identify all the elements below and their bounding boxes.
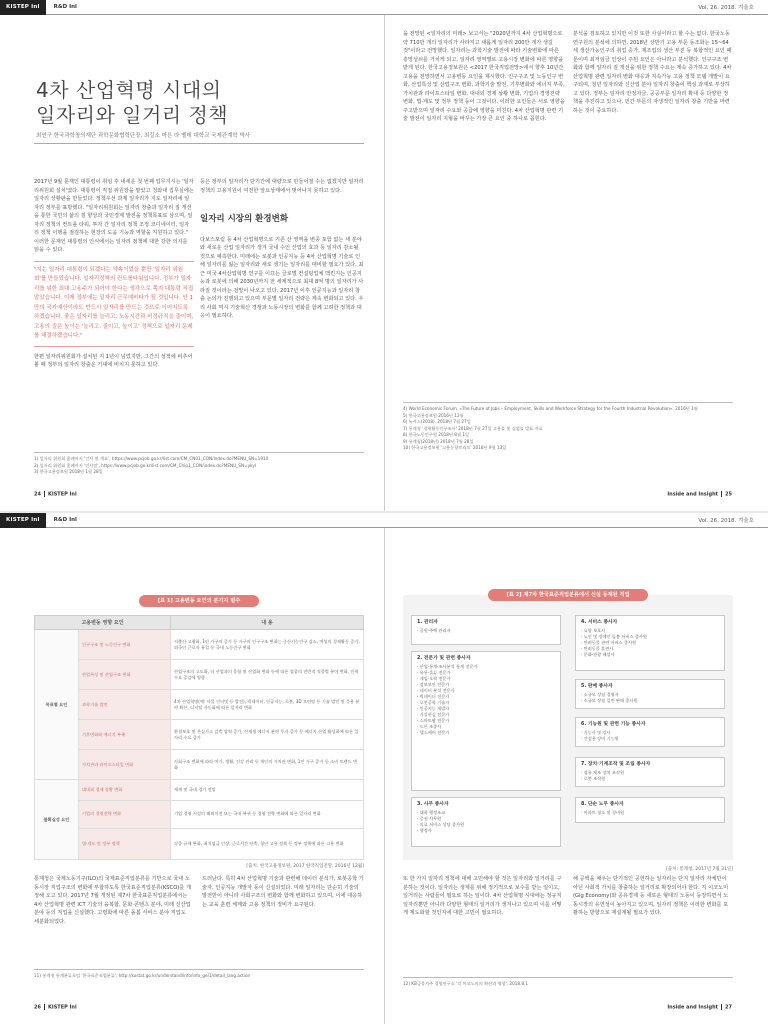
kistep-logo: KISTEP Inl <box>0 513 46 528</box>
footnote: 5) 한국고용정보원 2016년 12월 <box>403 412 464 418</box>
footnotes-left <box>34 452 364 476</box>
table-employment-factors <box>34 615 364 860</box>
category-item: · 로봇공학 기술자 <box>417 700 450 705</box>
category-title: 8. 단순 노무 종사자 <box>581 802 624 807</box>
table-row <box>35 660 364 690</box>
category-item: · 아파트 청소 및 경비원 <box>581 810 625 815</box>
footer-label: Inside and Insight <box>667 1004 719 1010</box>
title-line-1: 4차 산업혁명 시대의 <box>36 78 222 102</box>
table-row <box>35 720 364 750</box>
page-number: 27 <box>725 1004 732 1010</box>
footnote: 8) 한국노동연구원 2018년 8월 1일 <box>403 432 470 437</box>
page-gutter <box>384 528 385 1024</box>
section-label: R&D Inl <box>53 4 77 10</box>
category-title: 4. 서비스 종사자 <box>581 620 618 625</box>
issue-label: Vol. 26. 2018. 겨울호 <box>698 518 754 524</box>
table-header: 내 용 <box>171 616 364 630</box>
left-column <box>34 875 192 928</box>
paragraph: 또 한 가지 일자리 정책에 대해 고민해야 할 것은 일자리와 일거리를 구분하는 것이다. 일자리는 생계를 위해 정기적으로 보수를 받는 일이고, 일거리는 사람들이 필요로 하는 일이다. 4차 산업혁명 시대에는 정규직 일자리뿐만 아니라 다양한 형태의 일거리가 생겨나고 있으며 이를 어떻게 제도화할 것인지에 대한 고민이 필요하다. <box>403 876 562 916</box>
table-caption: [표 1] 고용변동 요인의 분기지 범주 <box>139 595 259 607</box>
category-item: · 의료 서비스 상담 종사원 <box>417 822 465 827</box>
footnote: 11) 통계청 통계분류포털 '한국표준직업분류', http://kostat.go.kr/understand/info/info_ge/1/detail_lang.action <box>34 973 251 978</box>
right-column-2 <box>573 875 733 920</box>
category-item: · 노인 및 장애인 돌봄 서비스 종사원 <box>581 634 647 639</box>
section-heading: 일자리 시장의 환경변화 <box>200 214 289 224</box>
category-item: · 공원·주택 관리자 <box>417 628 451 633</box>
desc-cell: 세계 및 국내 경기 전망 <box>171 780 364 801</box>
category-item: · 섬유 제조 장치 조작원 <box>581 770 625 775</box>
title-line-2: 일자리와 일거리 정책 <box>36 103 229 127</box>
category-item: · 증권 사무원 <box>417 816 442 821</box>
category-item: · 빅데이터 전문가 <box>417 694 450 699</box>
footnote: 2) 일자리 위원회 홈페이지 '인사말', https://www.pcjob.go.kr/list.com/CM_Chip1_CON/index.do?MENU_SN=ykyl <box>34 462 256 468</box>
page-gutter <box>384 15 385 511</box>
factor-cell: 과학기술 발전 <box>79 690 171 720</box>
desc-cell: 사회구조 변화에 따라 여가, 생활, 건강 관리 등 개인의 가치관 변화, 1인 가구 증가 등 소비 트렌드 변화 <box>171 750 364 780</box>
highlight-quote: "지는 일자리 대통령이 되겠다는 약속이었을 뿐만 '일자리 위원회'를 만들었습니다. 일자리정책의 컨트롤타워입니다. 정부가 일자리를 위한 최대 고용주가 되어야 한다는 생각으로 쪽지 대통령 직접 맡았습니다. 이제 정부에는 일자리 근무예비타가 될 것입니다. 안 1만의 국가예산이라도 반드시 일자리를 만드는 것으로 이어지도록 하겠습니다. 좋은 일자리를 늘리고, 노동시간과 비정규직을 줄이며, 고용의 질은 높이는 '늘리고, 줄이고, 높이고' 정책으로 일자리 문제를 해결하겠습니다." <box>34 261 194 347</box>
footnote: 9) 통계청(2018년) 2018년 7월 28일 <box>403 438 474 444</box>
category-title: 1. 관리자 <box>417 620 438 625</box>
factor-cell: 기업의 경영전략 변화 <box>79 800 171 829</box>
category-item: · 소규모 상점 일반 판매 종사원 <box>581 698 638 703</box>
footnote: 12) KB금융지주 경영연구소 '긱 이코노미의 확산과 영향', 2018.8.1 <box>403 981 529 986</box>
category-box <box>575 797 725 823</box>
spread-pages-24-25 <box>0 0 768 511</box>
category-item: · 인공지능 개발자 <box>417 706 450 711</box>
factor-cell: 법·제도 및 정부 정책 <box>79 829 171 860</box>
table-1-block <box>34 595 364 869</box>
category-title: 6. 기능원 및 관련 기능 종사자 <box>581 722 646 727</box>
group-cell: 불확실성 요인 <box>35 780 79 860</box>
footer-left <box>34 491 77 498</box>
footnotes-left <box>34 969 364 980</box>
spread-pages-26-27 <box>0 513 768 1024</box>
footnote: 3) 한국고용정보원 2018년 1월 28일 <box>34 469 103 474</box>
factor-cell: 가치관과 라이프스타일 변화 <box>79 750 171 780</box>
category-item: · 기능사 및 강사 <box>581 730 611 735</box>
paragraph: 다보스포럼 등 4차 산업혁명으로 기존 산 영역을 변종 포함 없는 새 분야와 새로운 산업 일자리가 생겨 국내 수인 산업의 효과 등 일자리 감소될 것으로 예측한다. 미래에는 로봇과 인공지능 등 4차 산업혁명 기술로 인해 일자리를 잃는 일자리와 새로 생기는 일자리를 대비할 필요가 있다. 최근 미국 4차산업혁명 연구를 이끄는 글로벌 컨설팅업체 맥킨지는 인공지능과 로봇에 의해 2030년까지 전 세계적으로 최대 8억 명의 일자리가 사라질 것이라는 전망이 나오고 있다. 2017년 이후 인공지능과 일자리 창출 논의가 진행되고 있으며 부문별 일자리 전략은 계속 변화되고 있다. 우리 사회 역시 기술혁신 경쟁과 노동시장의 변화를 함께 고려한 정책과 대응이 필요하다. <box>200 236 364 319</box>
paragraph: 드러난다. 특히 4차 산업혁명 기술과 관련해 데이터 분석가, 로봇공학 기술자, 인공지능 개발자 등이 신설되었다. 미래 일자리는 단순히 기술의 발전만이 아니라 사회구조의 변화와 함께 변화하고 있으며, 이에 대응하는 교육 훈련 체계와 고용 정책의 정비가 요구된다. <box>202 876 364 908</box>
category-item: · 행정사 <box>417 828 432 833</box>
category-item: · 스마트팜 전문가 <box>417 718 450 723</box>
category-item: · 반려동물 관련 서비스 종사원 <box>581 640 637 645</box>
category-item: · 요양 보호사 <box>581 628 606 633</box>
category-title: 5. 판매 종사자 <box>581 684 613 689</box>
category-item: · 정보보안 전문가 <box>417 682 450 687</box>
category-box <box>575 717 725 747</box>
category-item: · 소규모 상점 경영자 <box>581 692 619 697</box>
category-item: · 헬스케어 전문가 <box>417 730 450 735</box>
factor-cell: 산업특성 및 산업구조 변화 <box>79 660 171 690</box>
footnotes-right <box>403 977 733 988</box>
right-column-2 <box>573 30 733 117</box>
paragraph: 통계청은 국제노동기구(ILO)의 국제표준직업분류를 기반으로 국내 노동시장 직업구조의 변화에 부합하도록 한국표준직업분류(KSCO)를 개정해 오고 있다. 2017년 7월 개정된 제7차 한국표준직업분류에서는 4차 산업혁명 관련 ICT 기술의 융복합, 문화·콘텐츠 분야, 미래 신산업 분야 등의 직업을 신설했다. 고령화에 따른 돌봄 서비스 분야 직업도 세분화되었다. <box>34 876 191 925</box>
footer-label: KISTEP Inl <box>47 491 77 497</box>
desc-cell: 저출산·고령화, 1인 가구의 증가 등 가구의 인구구조 변화는 중산가능인구 감소, 여성의 경제활동 증가, 외국인 근로자 유입 등 국내 노동인구 변화 <box>171 630 364 660</box>
footer-right <box>667 1004 732 1011</box>
footnote: 1) 일자리 위원회 홈페이지 '인사 및 개요', https://www.pcjob.go.kr/list.com/CM_CN01_CON/index.do?MENU_SN=1910 <box>34 456 269 461</box>
article-title <box>36 78 228 128</box>
table-2-source: [출처: 통계청, 2017년 7월 31일] <box>666 867 733 872</box>
category-item: · 게임·오락 전문가 <box>417 676 451 681</box>
category-item: · 산업·통계·조사분석 통계 전문가 <box>417 664 478 669</box>
desc-cell: 산업구조의 고도화, 타 산업과의 융합 및 산업화 변화 등에 따른 업종의 전반적 직종별 분야 변화, 인력수요 증감에 영향 <box>171 660 364 690</box>
left-column <box>34 178 194 372</box>
category-box <box>575 757 725 787</box>
footnote: 4) World Economic Forum. «The Future of Jobs – Employment, Skills and Workforce Strategy for the Fourth Industrial Revolution». 2016년 1월 <box>403 406 698 411</box>
desc-cell: 환경보호 및 온실가스 감축 압력 증가, 신재생 에너지 분야 투자 증가 등 에너지 산업 활성화에 따른 일자리 수요 증가 <box>171 720 364 750</box>
page-header <box>0 0 768 15</box>
factor-cell: 기후변화와 에너지 부족 <box>79 720 171 750</box>
paragraph: 을 전망된 <일자리의 미래> 보고서는 "2020년까지 4차 산업혁명으로 약 710만 개의 일자리가 사라지고 새롭게 일자리 200만 개가 생길 것"이라고 전망했다. 일자리는 과학기술 발전에 따라 기술변화에 따른 흥망성쇠를 거치게 되고, 일자리 영역별로 고용시장 변화에 따른 영향을 받게 된다. 한국고용정보원은 <2017 한국직업전망>에서 향후 10년간 고용을 전망하면서 고용변동 요인을 제시했다. 인구구조 및 노동인구 변화, 산업특성 및 산업구조 변화, 과학기술 발전, 기후변화와 에너지 부족, 가치관과 라이프스타일 변화, 대내외 경제 상황 변화, 기업의 경영전략 변화, 법·제도 및 정부 정책 등이 그것이다. 이러한 요인들은 서로 영향을 주고받으며 일자리 수요와 공급에 영향을 미친다. 4차 산업혁명 관련 기술 발전이 일자리 지형을 바꾸는 가장 큰 요인 중 하나로 꼽힌다. <box>403 31 565 122</box>
table-row <box>35 630 364 660</box>
factor-cell: 대내외 경제 상황 변화 <box>79 780 171 801</box>
footer-right <box>667 491 732 498</box>
paragraph: 분석을 검토하고 있지만 이것 또한 사실이라고 할 수는 없다. 한국노동연구원의 분석에 의하면, 2018년 상반기 고용 부문 동조화는 15~64세 생산가능인구의 취업 증가, 제조업의 생산 부진 등 복합적인 요인 때문이며 최저임금 인상이 주된 요인은 아니라고 분석했다. 인구구조 변화와 함께 일자리 질 개선을 위한 정책 수요는 계속 증가하고 있다. 4차 산업혁명 관련 일자리 변화 대응과 지속가능 고용 정책 모델 개발이 요구되며, 청년 일자리와 신산업 분야 일자리 창출이 핵심 과제로 부상하고 있다. 정부는 일자리 안정자금, 공공부문 일자리 확대 등 다양한 정책을 추진하고 있으나, 민간 부문의 자생적인 일자리 창출 기반을 마련하는 것이 중요하다. <box>573 31 732 114</box>
table-row <box>35 750 364 780</box>
category-box <box>575 679 725 709</box>
table-row <box>35 800 364 829</box>
paragraph: 2017년 9월 문재인 대통령이 취임 후 내세운 첫 번째 업무지시는 '일자리위원회 설치'였다. 대통령이 직접 위원장을 맡았고 청와대 집무실에는 일자리 상황판을 만들었다. 정책우선 과제 일자리가 지도 일자리에 일자리 정부를 표방했다. "일자리위원회는 일자리 창출과 일자리 질 개선을 통한 국민의 삶의 질 향상과 국민경제 발전을 정책목표로 삼으며, 일자리 정책의 컨트롤 타워, 투자 간 일자리 정책 조정 코디네이터, 일자리 정책 이행을 점검하는 현장의 도움 기능과 역할을 지원하고 있다." 이러한 문재인 대통령의 인식에서는 일자리 정책에 대한 강한 의지를 읽을 수 있다. <box>34 179 194 253</box>
table-caption: [표 2] 제7차 한국표준직업분류에서 신설 등재된 직업 <box>488 589 648 601</box>
footnotes-right <box>403 402 733 452</box>
table-2-block <box>403 592 733 860</box>
paragraph: 등은 정부의 일자리가 단기간에 대량으로 만들어질 수는 없겠지만 일자리 정책의 고용지원이 여전한 앞요상태에서 벗어나지 못하고 있다. <box>200 179 364 194</box>
table-source: [출처: 한국고용정보원, 2017 한국직업전망, 2016년 12월] <box>246 864 364 869</box>
category-title: 7. 장치·기계조작 및 조립 종사자 <box>581 762 651 767</box>
kistep-logo: KISTEP Inl <box>0 0 46 15</box>
group-cell: 목표별 요인 <box>35 630 79 780</box>
right-column-1 <box>403 875 563 920</box>
category-title: 2. 전문가 및 관련 종사자 <box>417 656 471 661</box>
title-divider <box>34 143 364 144</box>
category-item: · 드론 조종사 <box>417 724 442 729</box>
desc-cell: 기업 경영 시설의 해외이전 또는 국내 복귀 등 경영 전략 변화에 따른 일자리 변화 <box>171 800 364 829</box>
category-item: · 유통·물류 전문가 <box>417 670 451 675</box>
article-authors: 최연구 한국과학창의재단 과학문화협력단장, 최길소 마른 라 벨레 대학교 국제관계학 박사 <box>36 133 251 139</box>
page-number: 26 <box>34 1004 41 1010</box>
section-label: R&D Inl <box>53 517 77 523</box>
issue-label: Vol. 26. 2018. 겨울호 <box>698 5 754 11</box>
footnote: 7) 통계청 '경제활동인구조사' 2018년 7월 27일 고용률 및 실업률 발표 자료 <box>403 425 543 431</box>
page-header <box>0 513 768 528</box>
category-box <box>411 651 561 791</box>
table-header: 고용변동 영향 요인 <box>35 616 171 630</box>
footnote: 6) 뉴시스(2018). 2018년 7월 27일 <box>403 419 471 424</box>
category-item: · 데이터 분석 전문가 <box>417 688 455 693</box>
paragraph: 한편 일자리위원회가 설치된 지 1년이 넘었지만, 그간의 성적에 비추어 볼 때 정부의 일자리 창출은 기대에 비치지 못하고 있다. <box>34 353 193 368</box>
category-item: · 가상현실 전문가 <box>417 712 450 717</box>
category-box <box>411 615 561 645</box>
middle-column <box>202 875 364 911</box>
footer-left <box>34 1004 77 1011</box>
category-item: · 건설용 장비 기능원 <box>581 736 619 741</box>
category-box <box>411 797 561 847</box>
category-title: 3. 사무 종사자 <box>417 802 449 807</box>
category-item: · 반려동물 훈련사 <box>581 646 614 651</box>
factor-cell: 인구구조 및 노동인구 변화 <box>79 630 171 660</box>
category-item: · 대학 행정조교 <box>417 810 446 815</box>
desc-cell: 각종 규제 완화, 최저임금 인상, 근로시간 단축, 청년 고용 정책 등 정부 정책에 따른 고용 변화 <box>171 829 364 860</box>
footnote: 10) 한국고용정보원 '고용동향브리프' 2018년 9월 13일 <box>403 445 507 450</box>
category-box <box>575 615 725 671</box>
footer-label: KISTEP Inl <box>47 1004 77 1010</box>
table-row <box>35 829 364 860</box>
table-row <box>35 690 364 720</box>
paragraph: 해 공백을 채우는 단기적인 공헌하는 일자리는 단지 일자리 자체만이 아닌 사회적 가치를 창출하는 일거리로 확장되어야 한다. 긱 이코노미(Gig Economy)와 공유경제 등 새로운 형태의 노동이 등장하면서 노동시장의 유연성이 높아지고 있으며, 일자리 정책은 이러한 변화를 포괄하는 방향으로 재설계될 필요가 있다. <box>573 876 729 916</box>
category-item: · 문화·관광 해설사 <box>581 652 615 657</box>
table-row <box>35 780 364 801</box>
desc-cell: 4차 산업혁명(예: 사물 인터넷 등 발전), 빅데이터, 인공지능, 로봇, 3D 프린팅 등 기술 발전 및 응용 분야 확산, 디지털 자동화에 따른 일자리 변화 <box>171 690 364 720</box>
right-column-1 <box>403 30 565 126</box>
middle-column <box>200 178 364 323</box>
page-number: 25 <box>725 491 732 497</box>
category-item: · 로봇 조작원 <box>581 776 606 781</box>
footer-label: Inside and Insight <box>667 491 719 497</box>
page-number: 24 <box>34 491 41 497</box>
